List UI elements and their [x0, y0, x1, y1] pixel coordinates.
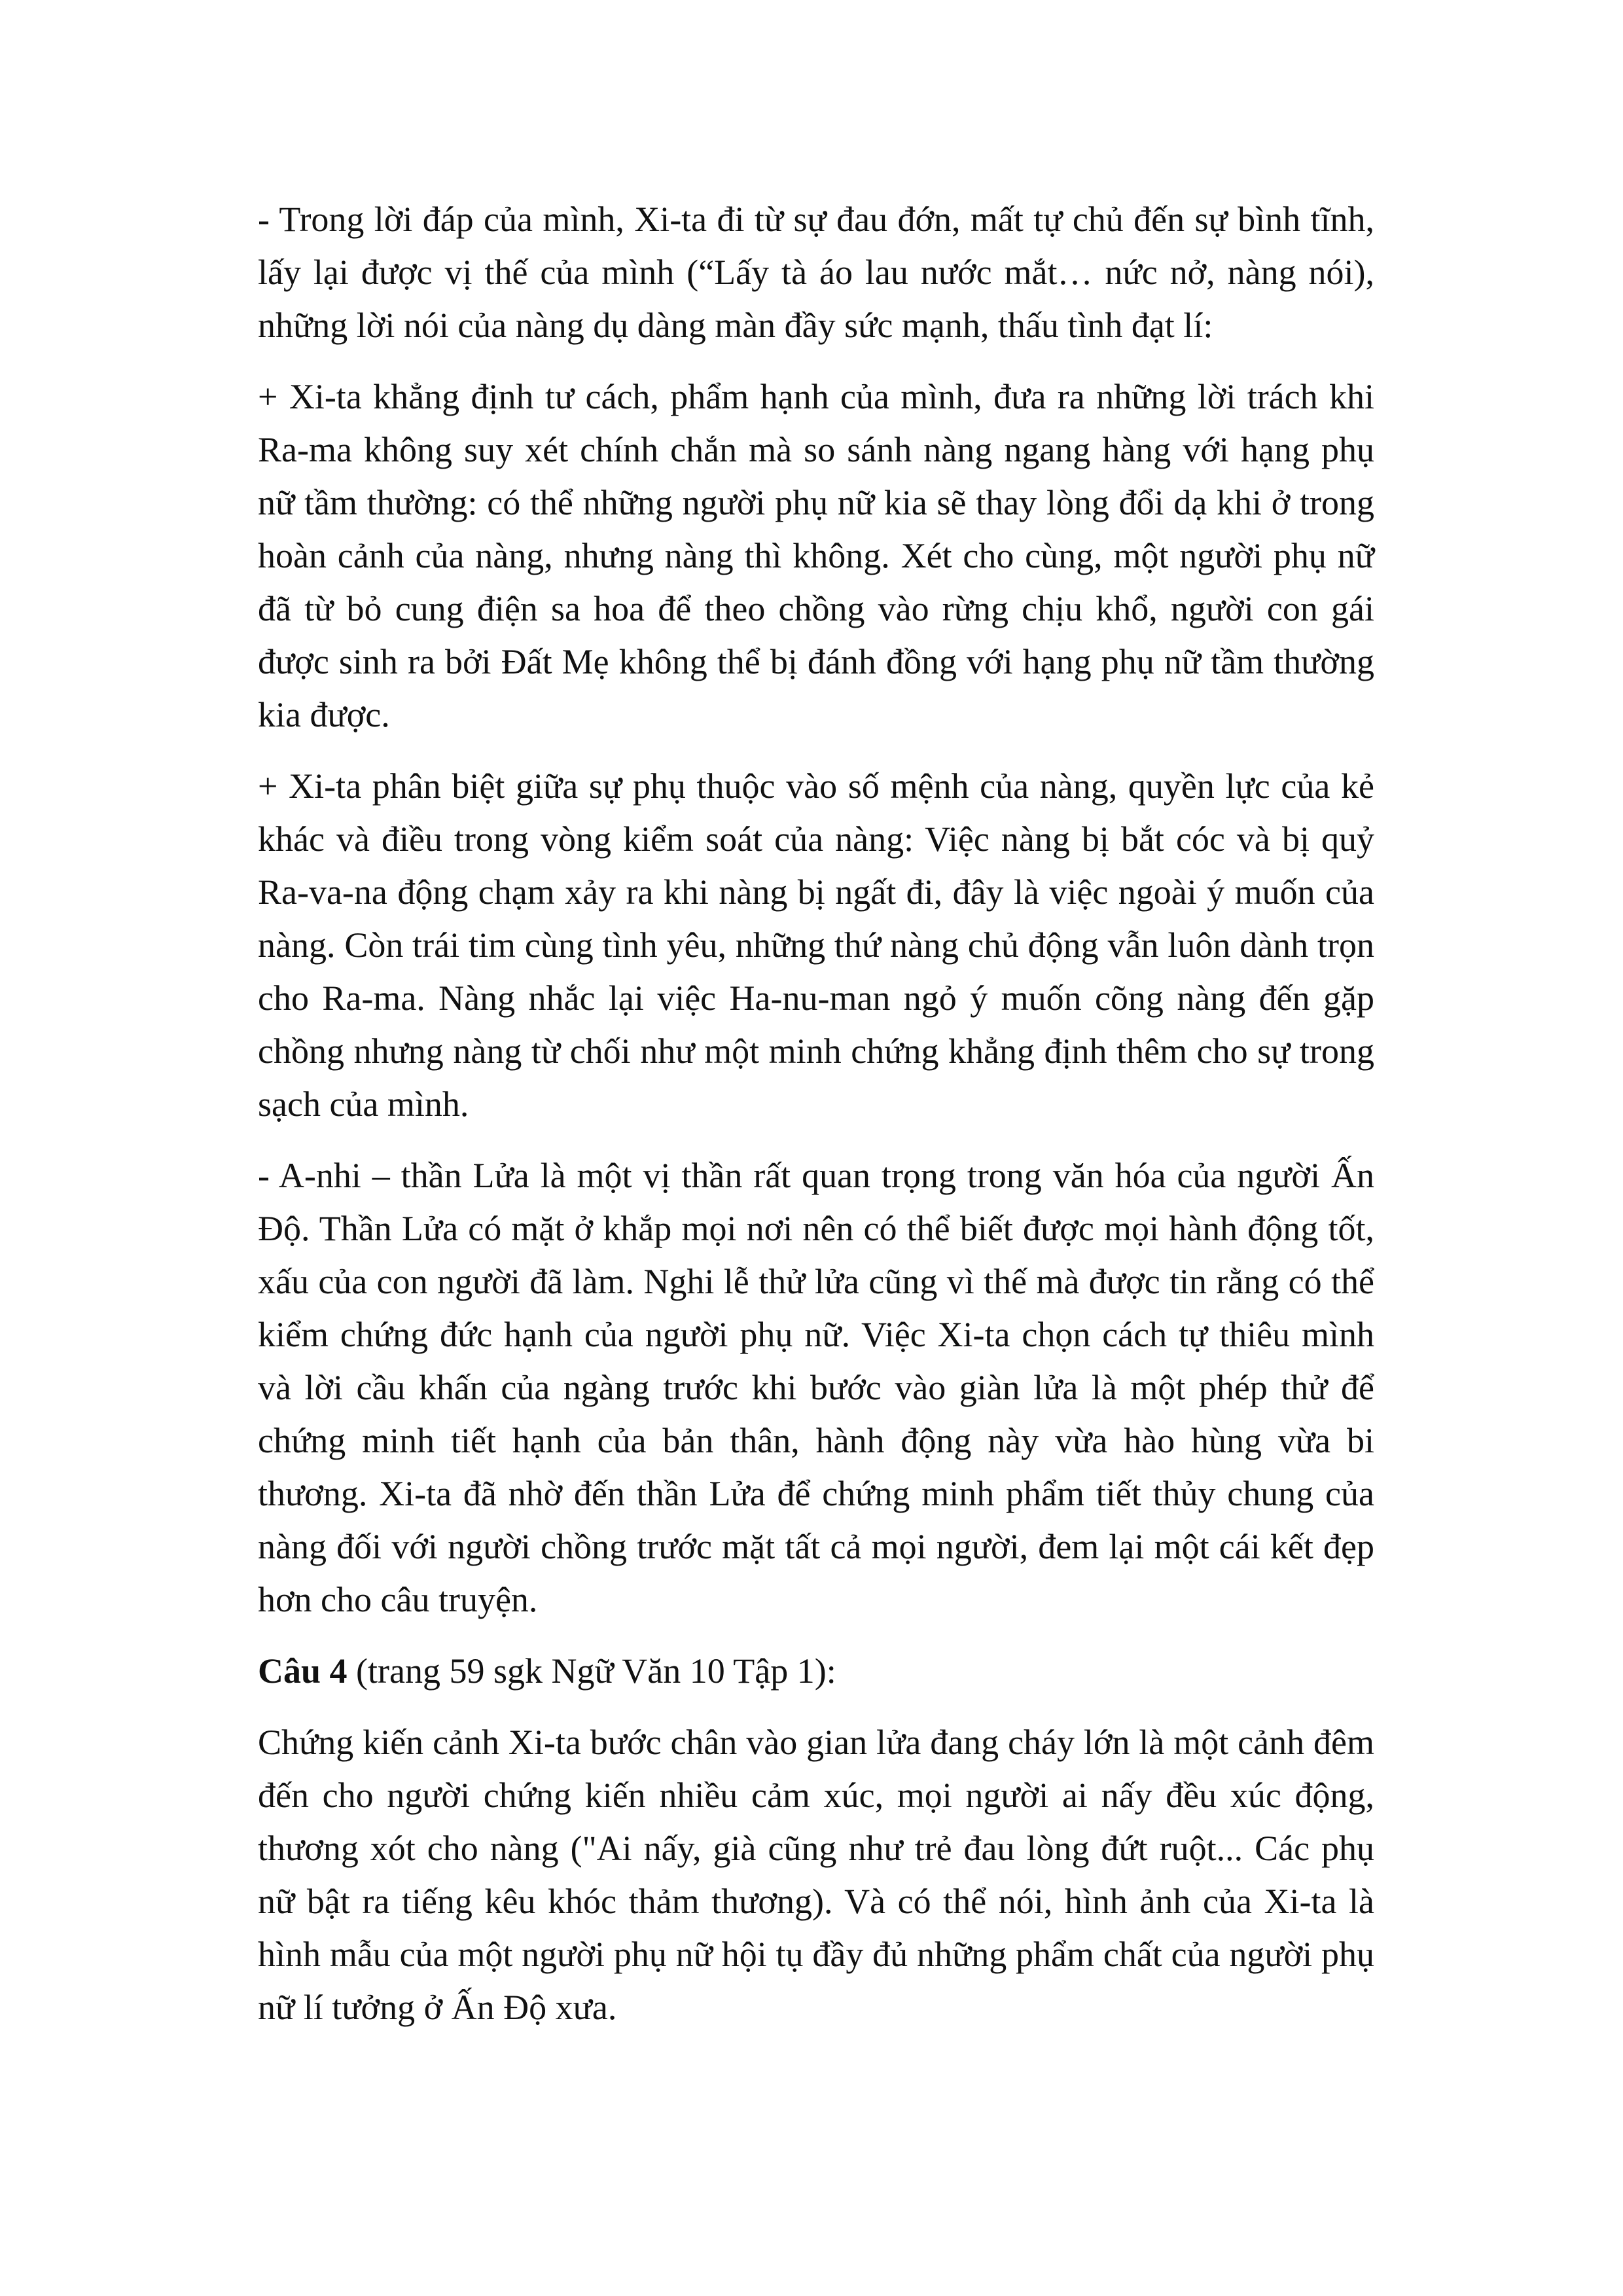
paragraph-sita-distinguishes-fate: + Xi-ta phân biệt giữa sự phụ thuộc vào số mệnh của nàng, quyền lực của kẻ khác và điều trong vòng kiểm soát của nàng: Việc nàng bị bắt cóc và bị quỷ Ra-va-na động chạm xảy ra khi nàng bị ngất đi, đây là việc ngoài ý muốn của nàng. Còn trái tim cùng tình yêu, những thứ nàng chủ động vẫn luôn dành trọn cho Ra-ma. Nàng nhắc lại việc Ha-nu-man ngỏ ý muốn cõng nàng đến gặp chồng nhưng nàng từ chối như một minh chứng khẳng định thêm cho sự trong sạch của mình.: [258, 766, 1374, 1124]
paragraph-sita-affirms-virtue: + Xi-ta khẳng định tư cách, phẩm hạnh của mình, đưa ra những lời trách khi Ra-ma không suy xét chính chắn mà so sánh nàng ngang hàng với hạng phụ nữ tầm thường: có thể những người phụ nữ kia sẽ thay lòng đổi dạ khi ở trong hoàn cảnh của nàng, nhưng nàng thì không. Xét cho cùng, một người phụ nữ đã từ bỏ cung điện sa hoa để theo chồng vào rừng chịu khổ, người con gái được sinh ra bởi Đất Mẹ không thể bị đánh đồng với hạng phụ nữ tầm thường kia được.: [258, 377, 1374, 734]
paragraph-sita-reply: - Trong lời đáp của mình, Xi-ta đi từ sự đau đớn, mất tự chủ đến sự bình tĩnh, lấy lại được vị thế của mình (“Lấy tà áo lau nước mắt… nức nở, nàng nói), những lời nói của nàng dụ dàng màn đầy sức mạnh, thấu tình đạt lí:: [258, 200, 1374, 345]
paragraph-answer-question-4: Chứng kiến cảnh Xi-ta bước chân vào gian lửa đang cháy lớn là một cảnh đêm đến cho người chứng kiến nhiều cảm xúc, mọi người ai nấy đều xúc động, thương xót cho nàng ("Ai nấy, già cũng như trẻ đau lòng đứt ruột... Các phụ nữ bật ra tiếng kêu khóc thảm thương). Và có thể nói, hình ảnh của Xi-ta là hình mẫu của một người phụ nữ hội tụ đầy đủ những phẩm chất của người phụ nữ lí tưởng ở Ấn Độ xưa.: [258, 1723, 1374, 2027]
question-reference: (trang 59 sgk Ngữ Văn 10 Tập 1):: [347, 1651, 836, 1691]
document-body: [258, 193, 1374, 2053]
question-label: Câu 4: [258, 1651, 348, 1691]
paragraph-agni-fire-god: - A-nhi – thần Lửa là một vị thần rất quan trọng trong văn hóa của người Ấn Độ. Thần Lửa có mặt ở khắp mọi nơi nên có thể biết được mọi hành động tốt, xấu của con người đã làm. Nghi lễ thử lửa cũng vì thế mà được tin rằng có thể kiểm chứng đức hạnh của người phụ nữ. Việc Xi-ta chọn cách tự thiêu mình và lời cầu khấn của ngàng trước khi bước vào giàn lửa là một phép thử để chứng minh tiết hạnh của bản thân, hành động này vừa hào hùng vừa bi thương. Xi-ta đã nhờ đến thần Lửa để chứng minh phẩm tiết thủy chung của nàng đối với người chồng trước mặt tất cả mọi người, đem lại một cái kết đẹp hơn cho câu truyện.: [258, 1156, 1374, 1619]
question-heading: [258, 1645, 1374, 1698]
